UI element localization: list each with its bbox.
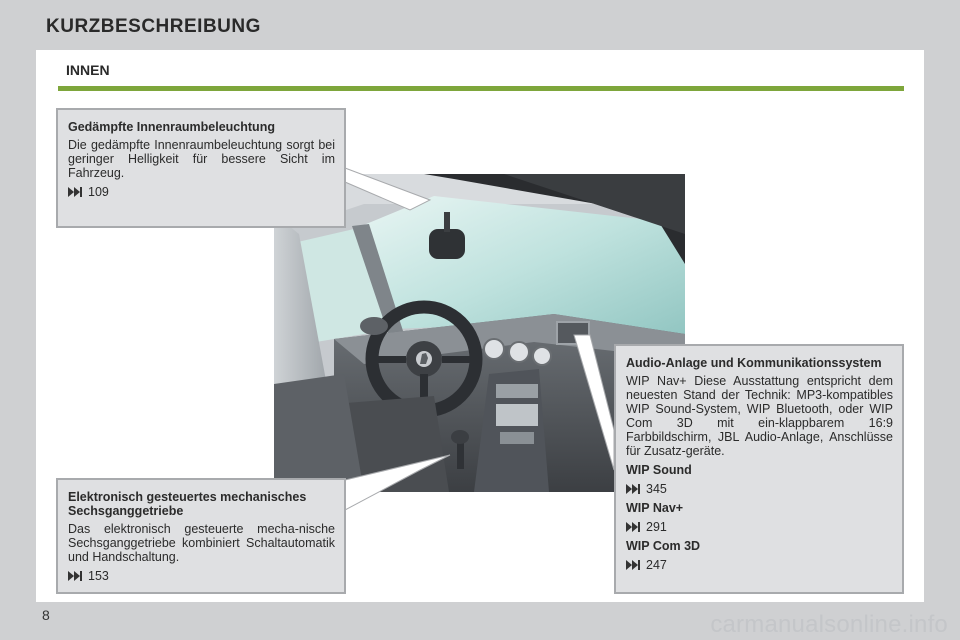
lighting-info-box bbox=[56, 108, 346, 228]
watermark: carmanualsonline.info bbox=[710, 611, 948, 638]
lighting-title: Gedämpfte Innenraumbeleuchtung bbox=[68, 120, 275, 134]
audio-title: Audio-Anlage und Kommunikationssystem bbox=[626, 356, 882, 370]
left-margin-band bbox=[0, 50, 36, 602]
page-number: 8 bbox=[42, 607, 50, 623]
gearbox-info-box bbox=[56, 478, 346, 594]
audio-item-label: WIP Com 3D bbox=[626, 539, 701, 553]
lighting-reference[interactable] bbox=[68, 185, 335, 199]
audio-item-ref-page: 247 bbox=[646, 558, 667, 572]
double-arrow-icon bbox=[626, 484, 640, 494]
right-margin-band bbox=[924, 50, 960, 602]
gearbox-title: Elektronisch gesteuertes mechanisches Sechsganggetriebe bbox=[68, 490, 307, 518]
lighting-text: Die gedämpfte Innenraumbeleuchtung sorgt bei geringer Helligkeit für bessere Sicht im Fahrzeug. bbox=[68, 138, 335, 180]
page-title: KURZBESCHREIBUNG bbox=[46, 16, 261, 37]
audio-item-label: WIP Nav+ bbox=[626, 501, 684, 515]
double-arrow-icon bbox=[626, 560, 640, 570]
gearbox-ref-page: 153 bbox=[88, 569, 109, 583]
lighting-ref-page: 109 bbox=[88, 185, 109, 199]
audio-text: WIP Nav+ Diese Ausstattung entspricht dem neuesten Stand der Technik: MP3-kompatibles WIP Sound-System, WIP Bluetooth, oder WIP Com 3D mit ein-klappbarem 16:9 Farbbildschirm, JBL Audio-Anlage, Anschlüsse für Zusatz-geräte. bbox=[626, 374, 893, 458]
double-arrow-icon bbox=[68, 187, 82, 197]
gearbox-reference[interactable] bbox=[68, 569, 335, 583]
audio-item-reference[interactable] bbox=[626, 558, 893, 572]
gearbox-text: Das elektronisch gesteuerte mecha-nische Sechsganggetriebe kombiniert Schaltautomatik und Handschaltung. bbox=[68, 522, 335, 564]
audio-info-box bbox=[614, 344, 904, 594]
lion-logo-icon bbox=[416, 351, 432, 367]
audio-item-ref-page: 345 bbox=[646, 482, 667, 496]
audio-item-label: WIP Sound bbox=[626, 463, 692, 477]
section-title: INNEN bbox=[66, 62, 110, 78]
section-divider bbox=[58, 86, 904, 91]
audio-item-reference[interactable] bbox=[626, 520, 893, 534]
audio-item-reference[interactable] bbox=[626, 482, 893, 496]
double-arrow-icon bbox=[626, 522, 640, 532]
audio-item-ref-page: 291 bbox=[646, 520, 667, 534]
double-arrow-icon bbox=[68, 571, 82, 581]
